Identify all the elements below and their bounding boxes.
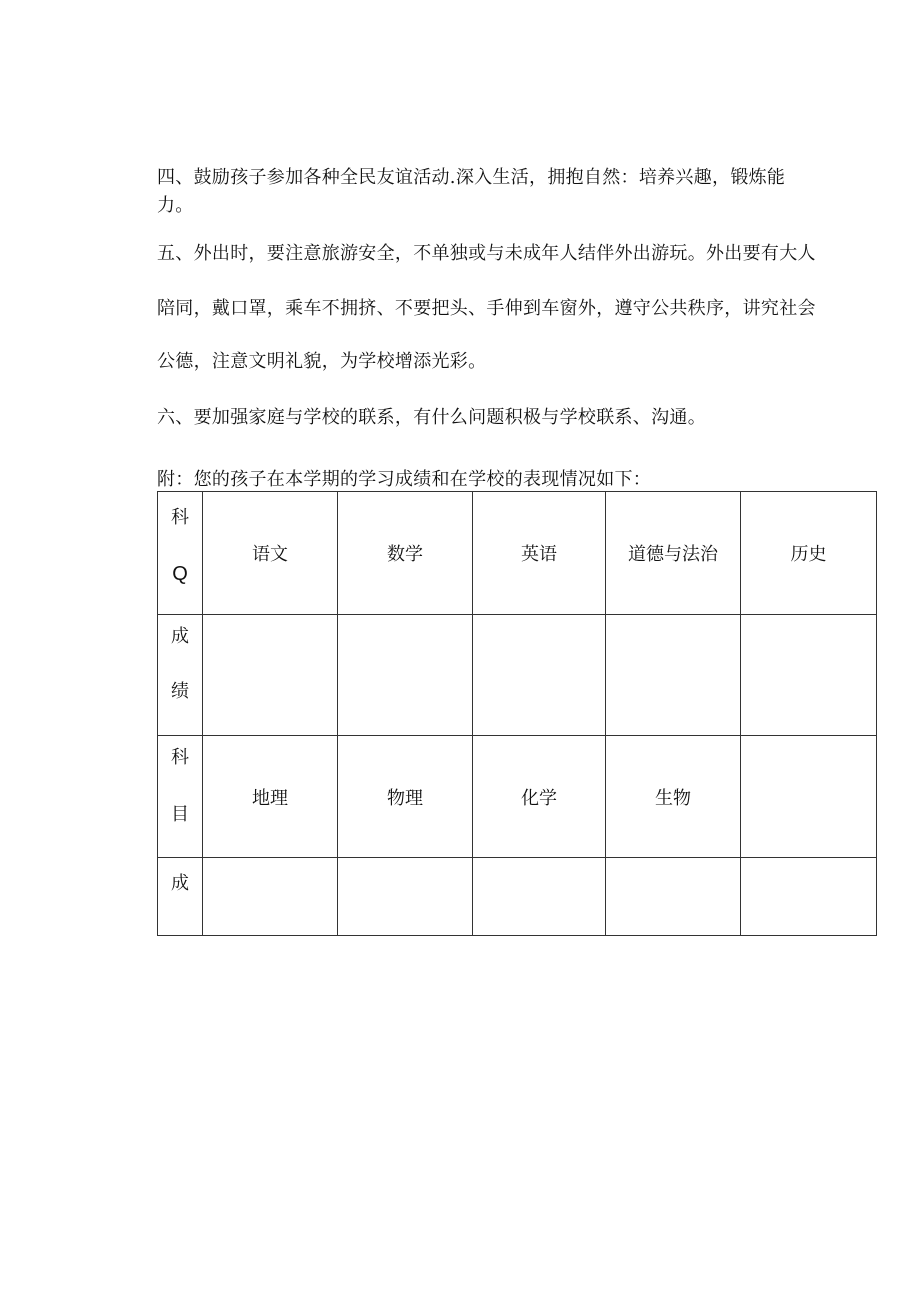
row-header-char: 绩 [171,681,189,702]
paragraph-5-line-2: 陪同，戴口罩，乘车不拥挤、不要把头、手伸到车窗外，遵守公共秩序，讲究社会 [157,298,816,319]
table-row [158,492,877,615]
score-cell [338,858,473,936]
paragraph-5-line-1: 五、外出时，要注意旅游安全，不单独或与未成年人结伴外出游玩。外出要有大人 [157,243,816,264]
paragraph-4-line-1: 四、鼓励孩子参加各种全民友谊活动.深入生活，拥抱自然：培养兴趣，锻炼能 [157,167,786,188]
table-row [158,858,877,936]
appendix-intro: 附：您的孩子在本学期的学习成绩和在学校的表现情况如下： [157,469,652,490]
row-header-char: 科 [171,507,189,528]
paragraph-5-line-3: 公德，注意文明礼貌，为学校增添光彩。 [157,351,487,372]
subject-cell: 语文 [203,492,338,615]
table-row [158,736,877,858]
row-header-char: 目 [171,804,189,825]
subject-cell: 道德与法治 [606,492,741,615]
subject-cell: 物理 [338,736,473,858]
row-header-subject [158,492,203,615]
score-cell [203,615,338,736]
score-cell [741,858,877,936]
subject-cell: 数学 [338,492,473,615]
row-header-char: 科 [171,747,189,768]
table-row [158,615,877,736]
row-header-score [158,615,203,736]
subject-cell [741,736,877,858]
grades-table [157,491,877,936]
row-header-char: 成 [171,626,189,647]
row-header-subject [158,736,203,858]
score-cell [338,615,473,736]
score-cell [473,858,606,936]
subject-cell: 历史 [741,492,877,615]
subject-cell: 化学 [473,736,606,858]
row-header-char: 成 [171,873,189,894]
score-cell [473,615,606,736]
subject-cell: 英语 [473,492,606,615]
score-cell [606,615,741,736]
paragraph-4-line-2: 力。 [157,195,194,216]
paragraph-6-line-1: 六、要加强家庭与学校的联系，有什么问题积极与学校联系、沟通。 [157,407,706,428]
subject-cell: 生物 [606,736,741,858]
score-cell [741,615,877,736]
subject-cell: 地理 [203,736,338,858]
score-cell [203,858,338,936]
score-cell [606,858,741,936]
row-header-char: Q [172,563,188,585]
row-header-score [158,858,203,936]
